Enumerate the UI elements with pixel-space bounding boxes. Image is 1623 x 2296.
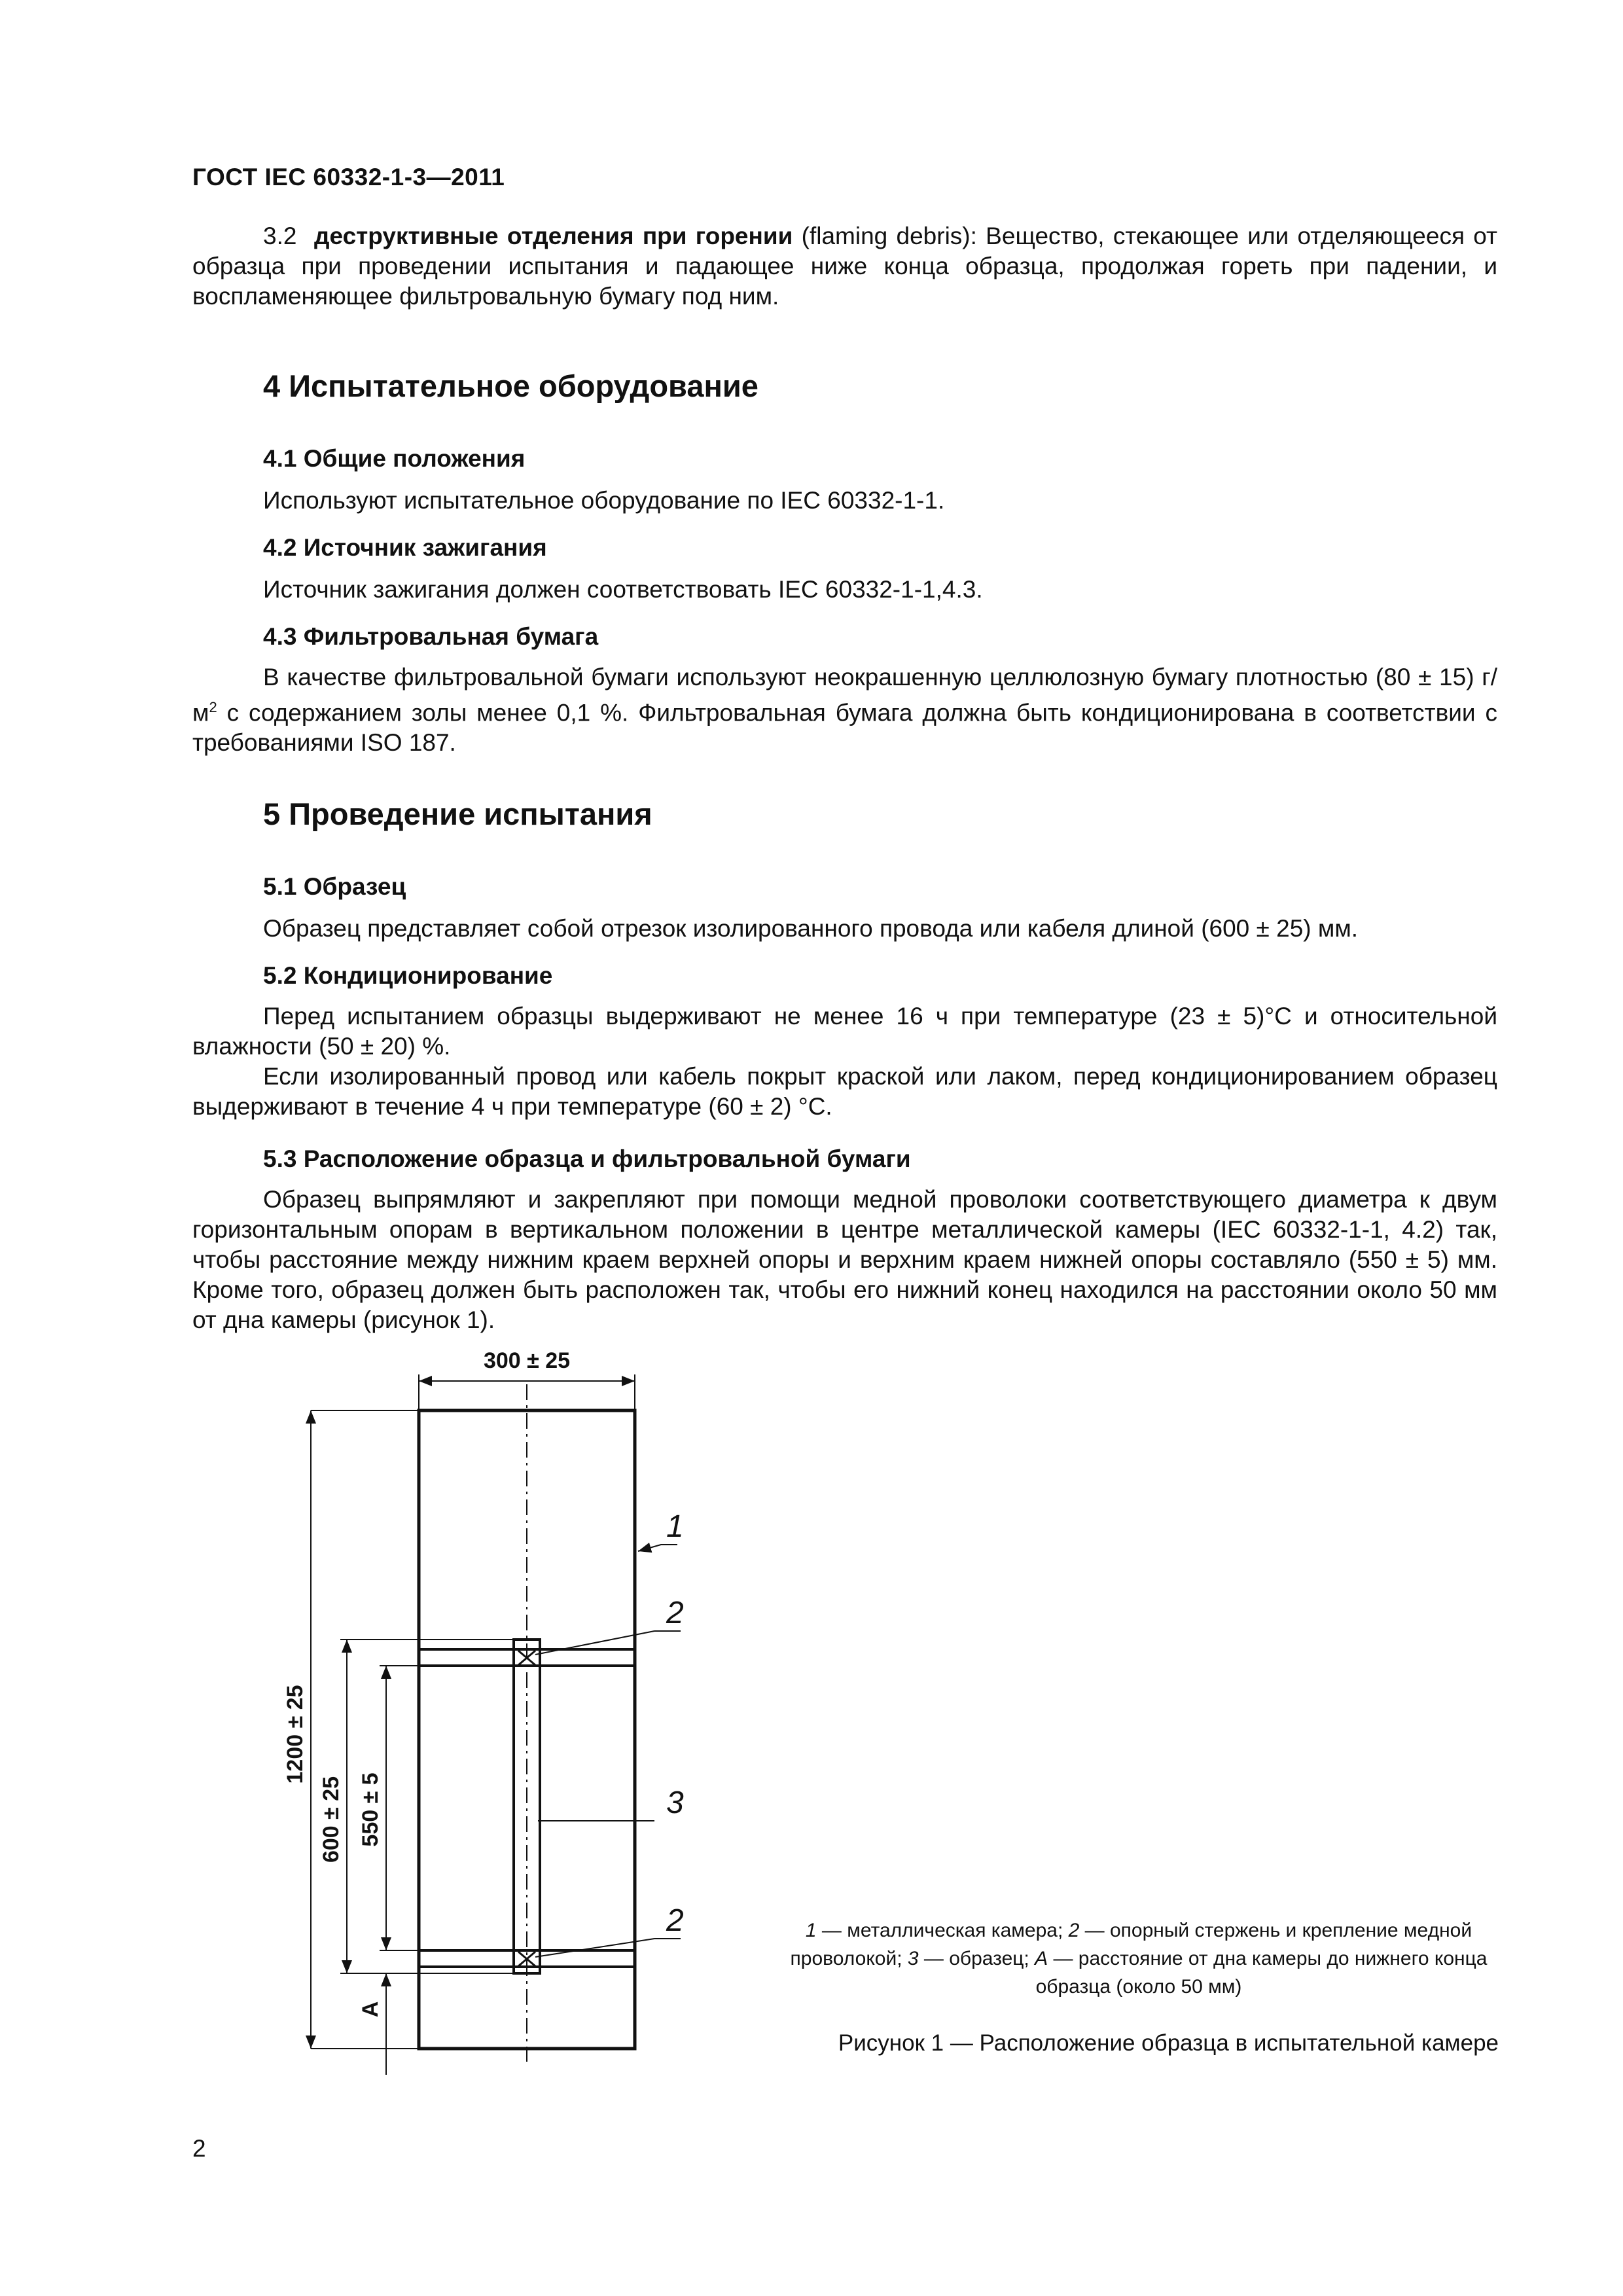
legend-text-a: — расстояние от дна камеры до нижнего конца образца (около 50 мм) xyxy=(1035,1948,1488,1998)
legend-num-3: 3 xyxy=(907,1948,919,1969)
clause-3-2 xyxy=(192,221,1497,312)
term-english: (flaming debris) xyxy=(801,223,971,249)
width-label: 300 ± 25 xyxy=(483,1348,571,1373)
section-5-3-paragraph: Образец выпрямляют и закрепляют при помощи медной проволоки соответствующего диаметра к двум горизонтальным опорам в вертикальном положении в центре металлической камеры (IEC 60332-1-1, 4.2) так, чтобы расстояние между нижним краем верхней опоры и верхним краем нижней опоры составляло (550 ± 5) мм. Кроме того, образец должен быть расположен так, чтобы его нижний конец находился на расстоянии около 50 мм от дна камеры (рисунок 1). xyxy=(192,1186,1497,1333)
callout-2b-leader xyxy=(535,1939,654,1957)
callout-2a: 2 xyxy=(666,1596,684,1630)
section-5-1-text: Образец представляет собой отрезок изолированного провода или кабеля длиной (600 ± 25) мм. xyxy=(263,915,1359,942)
section-5-2-paragraph-1: Перед испытанием образцы выдерживают не менее 16 ч при температуре (23 ± 5)°С и относительной влажности (50 ± 20) %. xyxy=(192,1003,1497,1060)
section-4-3-text xyxy=(192,662,1497,758)
section-5-3-heading: 5.3 Расположение образца и фильтровальной бумаги xyxy=(263,1145,911,1172)
callout-3: 3 xyxy=(666,1785,684,1820)
section-4-1-text: Используют испытательное оборудование по IEC 60332-1-1. xyxy=(263,487,945,514)
section-5-2-text xyxy=(192,1001,1497,1122)
height-label: 1200 ± 25 xyxy=(283,1685,308,1784)
legend-text-3: — образец; xyxy=(918,1948,1035,1969)
section-4-3-paragraph xyxy=(192,662,1497,758)
callout-1-leader xyxy=(638,1545,677,1551)
term: деструктивные отделения при горении xyxy=(314,223,793,249)
callout-2b: 2 xyxy=(666,1903,684,1938)
section-5-2-paragraph-2: Если изолированный провод или кабель покрыт краской или лаком, перед кондиционированием образец выдерживают в течение 4 ч при температуре (60 ± 2) °С. xyxy=(192,1063,1497,1120)
document-header-code: ГОСТ IEC 60332-1-3—2011 xyxy=(192,164,505,190)
section-4-heading: 4 Испытательное оборудование xyxy=(263,368,758,403)
legend-num-1: 1 xyxy=(805,1920,817,1941)
support-spacing-label: 550 ± 5 xyxy=(358,1772,383,1847)
section-5-3-text xyxy=(192,1185,1497,1335)
clause-number: 3.2 xyxy=(263,223,297,249)
section-5-1-heading: 5.1 Образец xyxy=(263,873,406,900)
section-4-3-text-a: В качестве фильтровальной бумаги используют неокрашенную целлюлозную бумагу плотностью (80 ± 15) г/м xyxy=(192,664,1497,726)
a-label: А xyxy=(358,2001,383,2018)
specimen-rect xyxy=(514,1640,540,1973)
specimen-length-label: 600 ± 25 xyxy=(319,1776,344,1863)
term-definition: : Вещество, стекающее или отделяющееся от образца при проведении испытания и падающее ниже конца образца, продолжая гореть при падении, и воспламеняющее фильтровальную бумагу под ним. xyxy=(192,223,1497,310)
figure-title: Рисунок 1 — Расположение образца в испытательной камере xyxy=(838,2030,1499,2056)
figure-1-drawing xyxy=(262,1348,707,2081)
superscript: 2 xyxy=(209,699,217,715)
legend-text-1: — металлическая камера; xyxy=(816,1920,1069,1941)
callout-1: 1 xyxy=(666,1509,684,1544)
section-5-2-heading: 5.2 Кондиционирование xyxy=(263,962,553,989)
section-5-heading: 5 Проведение испытания xyxy=(263,797,652,831)
clause-3-2-paragraph xyxy=(192,221,1497,312)
section-4-2-text: Источник зажигания должен соответствовать IEC 60332-1-1,4.3. xyxy=(263,576,983,603)
legend-num-2: 2 xyxy=(1068,1920,1080,1941)
page-number: 2 xyxy=(192,2135,206,2162)
callout-2a-leader xyxy=(535,1631,654,1655)
section-4-2-heading: 4.2 Источник зажигания xyxy=(263,534,547,561)
section-4-1-heading: 4.1 Общие положения xyxy=(263,445,526,472)
legend-letter-a: А xyxy=(1035,1948,1048,1969)
legend-text-2: — опорный стержень и крепление медной проволокой; xyxy=(790,1920,1472,1969)
section-4-3-text-b: с содержанием золы менее 0,1 %. Фильтровальная бумага должна быть кондиционирована в соответствии с требованиями ISO 187. xyxy=(192,699,1497,757)
figure-legend xyxy=(779,1916,1499,2001)
section-4-3-heading: 4.3 Фильтровальная бумага xyxy=(263,623,599,650)
